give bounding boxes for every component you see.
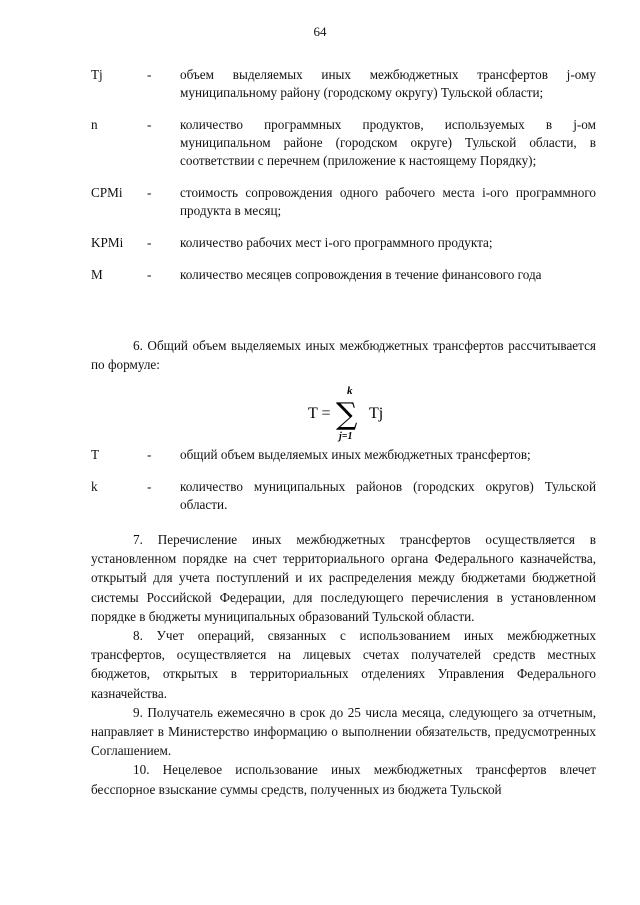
- formula-sigma: ∑: [336, 397, 358, 432]
- definition-row: [91, 234, 596, 252]
- definition-text: общий объем выделяемых иных межбюджетных трансфертов;: [180, 447, 531, 462]
- definition-dash: -: [147, 117, 152, 132]
- definition-symbol: KPMi: [91, 235, 124, 250]
- definition-text: стоимость сопровождения одного рабочего места i-ого программного продукта в месяц;: [180, 185, 596, 218]
- definition-row: [91, 116, 596, 170]
- formula-term: Tj: [369, 405, 384, 422]
- definition-symbol: k: [91, 479, 98, 494]
- paragraph-6-block: [91, 336, 596, 374]
- definition-row: [91, 266, 596, 284]
- definition-text: объем выделяемых иных межбюджетных трансфертов j-ому муниципальному району (городскому округу) Тульской области;: [180, 67, 596, 100]
- definition-symbol: M: [91, 267, 103, 282]
- definition-row: [91, 478, 596, 514]
- definition-row: [91, 66, 596, 102]
- definition-symbol: T: [91, 447, 100, 462]
- definitions-list-1: [91, 66, 596, 298]
- paragraph-7: 7. Перечисление иных межбюджетных трансфертов осуществляется в установленном порядке на счет территориального органа Федерального казначейства, открытый для учета поступлений и их распределения между бюджетами бюджетной системы Российской Федерации, для последующего перечисления в установленном порядке в бюджеты муниципальных образований Тульской области.: [91, 532, 596, 624]
- definition-symbol: n: [91, 117, 98, 132]
- paragraph-9: 9. Получатель ежемесячно в срок до 25 числа месяца, следующего за отчетным, направляет в Министерство информацию о выполнении обязательств, предусмотренных Соглашением.: [91, 704, 596, 759]
- formula-lower-limit: j=1: [339, 431, 353, 442]
- definition-text: количество рабочих мест i-ого программного продукта;: [180, 235, 493, 250]
- sum-formula: [0, 384, 640, 444]
- definition-dash: -: [147, 185, 152, 200]
- paragraph-8: 8. Учет операций, связанных с использованием иных межбюджетных трансфертов, осуществляется на лицевых счетах получателей средств местных бюджетов, открытых в территориальных отделениях Управления Федерального казначейства.: [91, 628, 596, 701]
- definition-row: [91, 184, 596, 220]
- definition-text: количество программных продуктов, используемых в j-ом муниципальном районе (городском округе) Тульской области, в соответствии с перечнем (приложение к настоящему Порядку);: [180, 117, 596, 168]
- formula-svg: [300, 384, 390, 444]
- page-number: 64: [313, 24, 327, 39]
- formula-lhs: T =: [308, 405, 331, 422]
- definition-dash: -: [147, 479, 152, 494]
- definition-text: количество муниципальных районов (городских округов) Тульской области.: [180, 479, 596, 512]
- paragraph-10: 10. Нецелевое использование иных межбюджетных трансфертов влечет бесспорное взыскание суммы средств, полученных из бюджета Тульской: [91, 762, 596, 797]
- definition-symbol: CPMi: [91, 185, 123, 200]
- body-paragraphs: [91, 530, 596, 799]
- definition-row: [91, 446, 596, 464]
- definition-dash: -: [147, 67, 152, 82]
- definition-dash: -: [147, 267, 152, 282]
- definitions-list-2: [91, 446, 596, 528]
- definition-dash: -: [147, 447, 152, 462]
- definition-symbol: Tj: [91, 67, 103, 82]
- paragraph-6: 6. Общий объем выделяемых иных межбюджетных трансфертов рассчитывается по формуле:: [91, 338, 596, 373]
- definition-text: количество месяцев сопровождения в течение финансового года: [180, 267, 542, 282]
- formula-upper-limit: k: [347, 385, 353, 397]
- definition-dash: -: [147, 235, 152, 250]
